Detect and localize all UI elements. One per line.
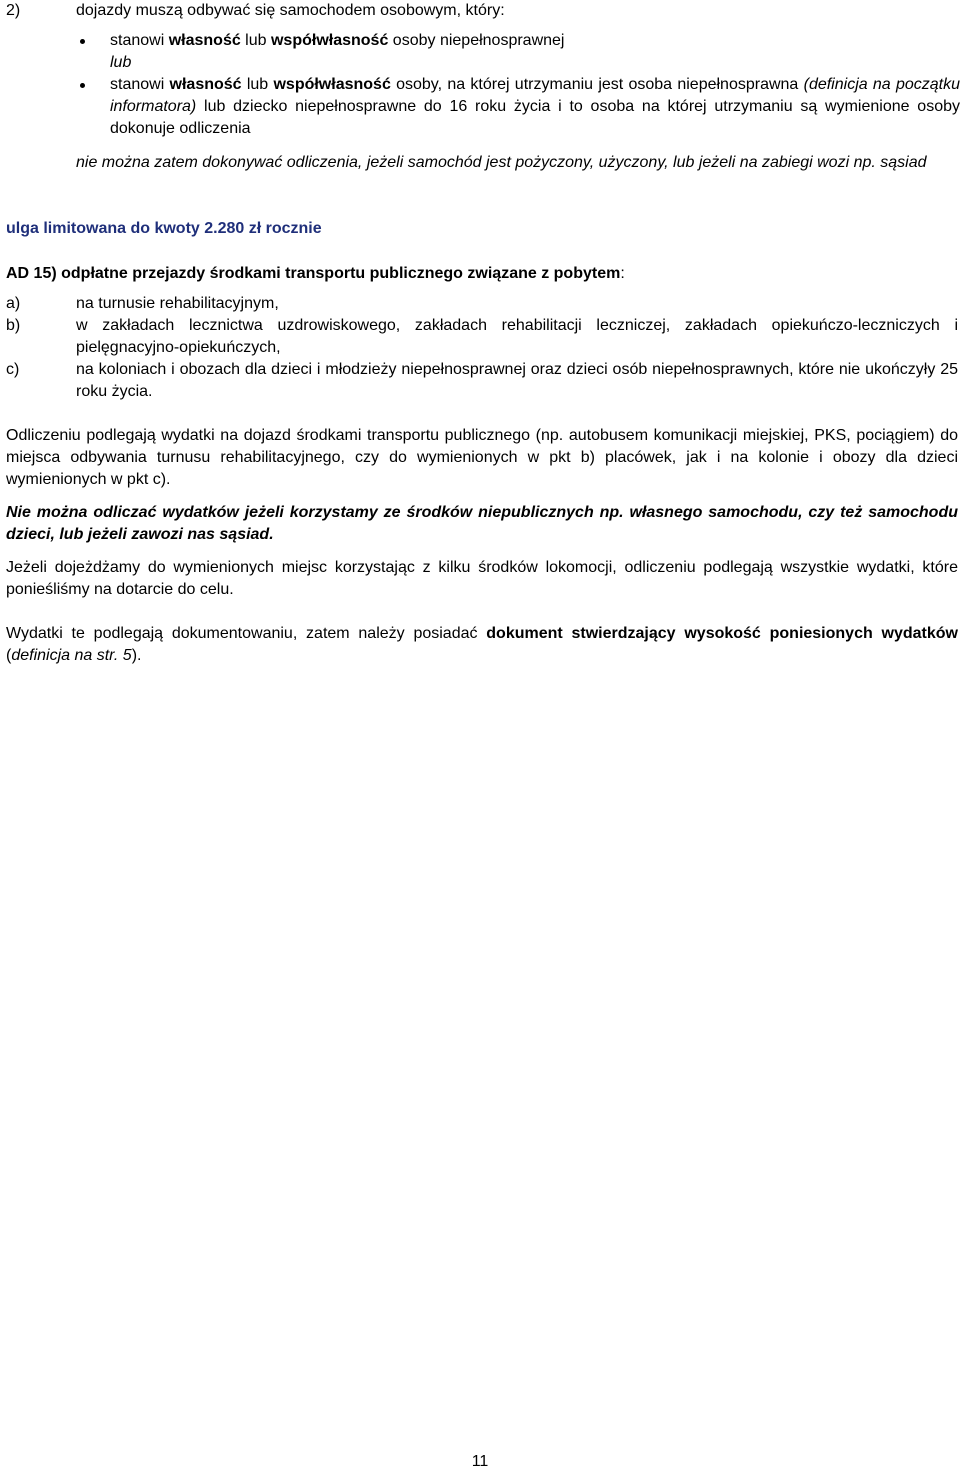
list-text: na turnusie rehabilitacyjnym, (76, 295, 279, 312)
paragraph-1: Odliczeniu podlegają wydatki na dojazd środkami transportu publicznego (np. autobusem komunikacji miejskiej, PKS, pociągiem) do miejsca odbywania turnusu rehabilitacyjnego, czy do wymienionych w pkt b) placówek, jak i na kolonie i obozy dla dzieci wymienionych w pkt c). (6, 427, 958, 488)
page-number: 11 (471, 1453, 489, 1470)
bullet-icon (80, 83, 85, 88)
paragraph-4: Wydatki te podlegają dokumentowaniu, zatem należy posiadać dokument stwierdzający wysokość poniesionych wydatków (definicja na str. 5). (6, 625, 958, 664)
list-label: a) (6, 295, 21, 312)
bullet-connector: lub (110, 54, 132, 71)
bullet-text-2: stanowi własność lub współwłasność osoby, na której utrzymaniu jest osoba niepełnosprawna (definicja na początku informatora) lub dziecko niepełnosprawne do 16 roku życia i to osoba na której utrzymaniu są wymienione osoby dokonuje odliczenia (110, 76, 960, 137)
list-label: c) (6, 361, 20, 378)
item-text: dojazdy muszą odbywać się samochodem osobowym, który: (76, 2, 505, 19)
paragraph-3: Jeżeli dojeżdżamy do wymienionych miejsc korzystając z kilku środków lokomocji, odliczeniu podlegają wszystkie wydatki, które ponieśliśmy na dotarcie do celu. (6, 559, 958, 598)
limit-heading: ulga limitowana do kwoty 2.280 zł rocznie (6, 220, 322, 237)
list-text: w zakładach lecznictwa uzdrowiskowego, zakładach rehabilitacji leczniczej, zakładach opiekuńczo-leczniczych i pielęgnacyjno-opiekuńczych, (76, 317, 958, 356)
bullet-text-1: stanowi własność lub współwłasność osoby niepełnosprawnej (110, 32, 565, 49)
note-italic: nie można zatem dokonywać odliczenia, jeżeli samochód jest pożyczony, użyczony, lub jeżeli na zabiegi wozi np. sąsiad (76, 154, 927, 171)
bullet-icon (80, 39, 85, 44)
paragraph-2: Nie można odliczać wydatków jeżeli korzystamy ze środków niepublicznych np. własnego samochodu, czy też samochodu dzieci, lub jeżeli zawozi nas sąsiad. (6, 504, 958, 543)
list-label: b) (6, 317, 21, 334)
item-number: 2) (6, 2, 21, 19)
ad15-heading: AD 15) odpłatne przejazdy środkami transportu publicznego związane z pobytem: (6, 265, 625, 282)
list-text: na koloniach i obozach dla dzieci i młodzieży niepełnosprawnej oraz dzieci osób niepełnosprawnych, które nie ukończyły 25 roku życia. (76, 361, 958, 400)
